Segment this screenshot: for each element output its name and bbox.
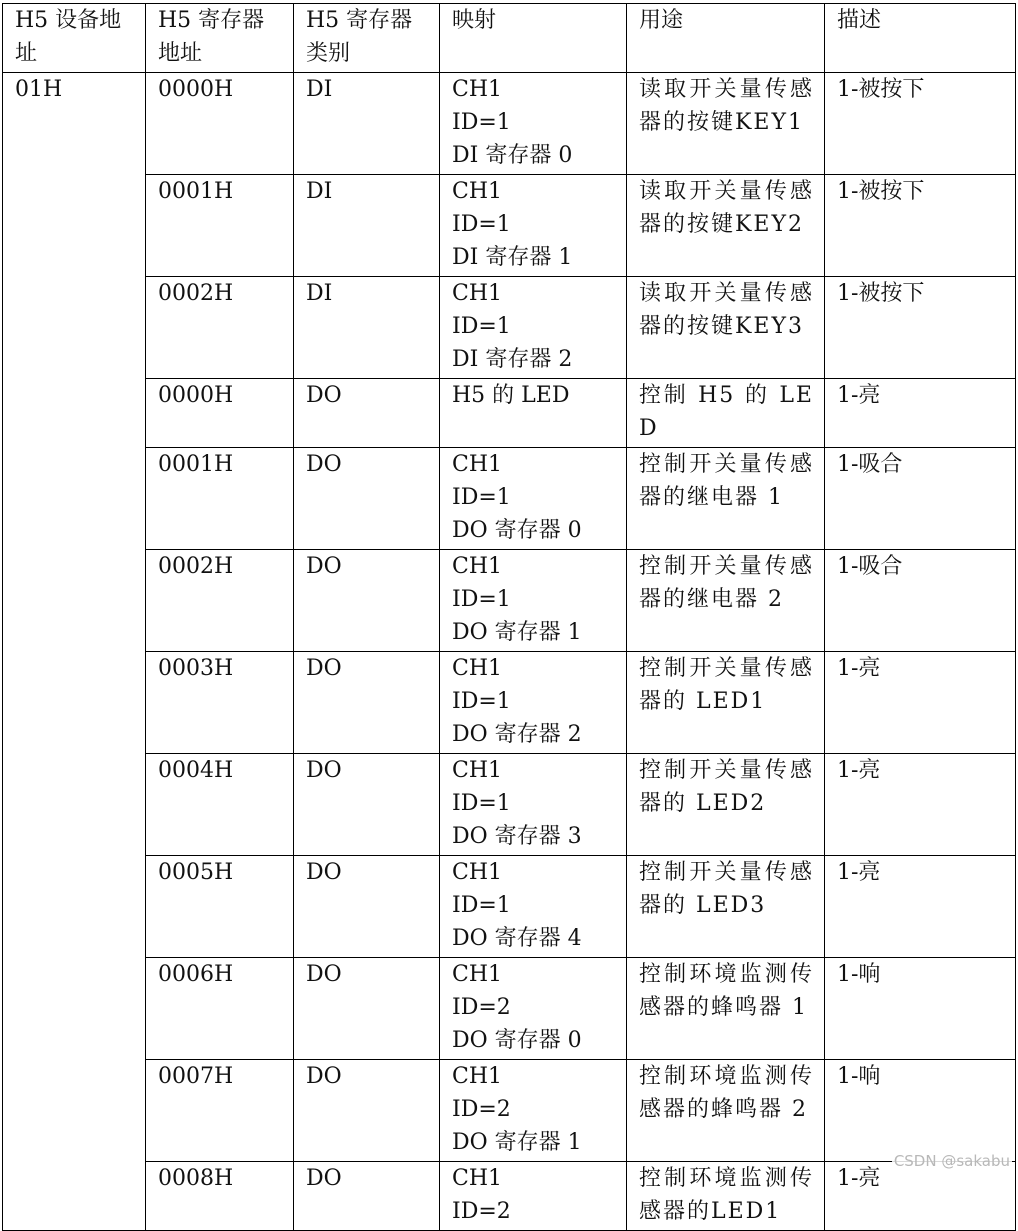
header-register-type: H5 寄存器类别 (294, 4, 440, 73)
cell-register-address: 0001H (146, 175, 294, 277)
register-table (2, 3, 1016, 1231)
mapping-line: CH1 (452, 1166, 503, 1191)
cell-register-type: DO (294, 379, 440, 448)
cell-description: 1-被按下 (825, 73, 1016, 175)
purpose-text: 控制开关量传感器的 LED2 (639, 758, 814, 816)
cell-register-type: DO (294, 958, 440, 1060)
mapping-line: DO 寄存器 1 (452, 1130, 582, 1155)
cell-purpose (627, 73, 825, 175)
mapping-line: CH1 (452, 452, 503, 477)
cell-device-address: 01H (3, 73, 146, 1231)
purpose-text: 控制开关量传感器的继电器 1 (639, 452, 814, 510)
mapping-line: CH1 (452, 656, 503, 681)
cell-mapping (440, 175, 627, 277)
header-mapping: 映射 (440, 4, 627, 73)
cell-purpose (627, 1162, 825, 1231)
cell-description: 1-响 (825, 958, 1016, 1060)
purpose-text: 控制 H5 的 LED (639, 383, 814, 441)
cell-purpose (627, 652, 825, 754)
cell-register-type: DO (294, 754, 440, 856)
mapping-line: ID=1 (452, 893, 511, 918)
mapping-line: CH1 (452, 77, 503, 102)
mapping-line: CH1 (452, 281, 503, 306)
mapping-line: DO 寄存器 4 (452, 926, 582, 951)
table-body (3, 73, 1016, 1231)
header-purpose: 用途 (627, 4, 825, 73)
cell-register-address: 0004H (146, 754, 294, 856)
cell-register-address: 0000H (146, 73, 294, 175)
cell-register-address: 0006H (146, 958, 294, 1060)
cell-purpose (627, 550, 825, 652)
cell-mapping (440, 379, 627, 448)
table-row (3, 1060, 1016, 1162)
cell-mapping (440, 1060, 627, 1162)
cell-mapping (440, 550, 627, 652)
cell-purpose (627, 175, 825, 277)
mapping-line: ID=1 (452, 587, 511, 612)
purpose-text: 控制开关量传感器的 LED1 (639, 656, 814, 714)
header-register-address: H5 寄存器地址 (146, 4, 294, 73)
cell-description: 1-吸合 (825, 550, 1016, 652)
mapping-line: CH1 (452, 860, 503, 885)
cell-register-type: DO (294, 652, 440, 754)
cell-description: 1-亮 (825, 856, 1016, 958)
cell-register-type: DO (294, 856, 440, 958)
table-row (3, 754, 1016, 856)
mapping-line: H5 的 LED (452, 383, 570, 408)
mapping-line: ID=1 (452, 485, 511, 510)
cell-purpose (627, 379, 825, 448)
cell-mapping (440, 448, 627, 550)
table-row (3, 448, 1016, 550)
mapping-line: CH1 (452, 554, 503, 579)
purpose-text: 读取开关量传感器的按键KEY1 (639, 77, 814, 135)
cell-register-address: 0007H (146, 1060, 294, 1162)
purpose-text: 读取开关量传感器的按键KEY3 (639, 281, 814, 339)
mapping-line: ID=1 (452, 791, 511, 816)
cell-register-type: DO (294, 1162, 440, 1231)
cell-description: 1-被按下 (825, 175, 1016, 277)
table-row (3, 550, 1016, 652)
mapping-line: DO 寄存器 2 (452, 722, 582, 747)
cell-description: 1-亮 (825, 754, 1016, 856)
purpose-text: 控制开关量传感器的 LED3 (639, 860, 814, 918)
cell-mapping (440, 856, 627, 958)
purpose-text: 控制环境监测传感器的蜂鸣器 1 (639, 962, 814, 1020)
purpose-text: 控制开关量传感器的继电器 2 (639, 554, 814, 612)
table-row (3, 1162, 1016, 1231)
purpose-text: 读取开关量传感器的按键KEY2 (639, 179, 814, 237)
table-row (3, 652, 1016, 754)
header-description: 描述 (825, 4, 1016, 73)
cell-mapping (440, 277, 627, 379)
cell-register-type: DI (294, 73, 440, 175)
cell-purpose (627, 277, 825, 379)
cell-description: 1-被按下 (825, 277, 1016, 379)
mapping-line: ID=1 (452, 314, 511, 339)
mapping-line: ID=1 (452, 110, 511, 135)
cell-description: 1-吸合 (825, 448, 1016, 550)
mapping-line: DI 寄存器 0 (452, 143, 573, 168)
mapping-line: ID=2 (452, 995, 511, 1020)
table-row (3, 277, 1016, 379)
table-row (3, 175, 1016, 277)
mapping-line: ID=2 (452, 1199, 511, 1224)
cell-register-type: DO (294, 1060, 440, 1162)
cell-register-type: DO (294, 550, 440, 652)
cell-register-address: 0002H (146, 277, 294, 379)
cell-description: 1-亮 (825, 652, 1016, 754)
cell-register-address: 0008H (146, 1162, 294, 1231)
cell-description: 1-响 (825, 1060, 1016, 1162)
table-row (3, 856, 1016, 958)
cell-purpose (627, 1060, 825, 1162)
cell-register-address: 0005H (146, 856, 294, 958)
cell-mapping (440, 1162, 627, 1231)
mapping-line: CH1 (452, 758, 503, 783)
header-device-address: H5 设备地址 (3, 4, 146, 73)
cell-purpose (627, 958, 825, 1060)
mapping-line: CH1 (452, 962, 503, 987)
table-row (3, 958, 1016, 1060)
header-row (3, 4, 1016, 73)
mapping-line: DO 寄存器 0 (452, 1028, 582, 1053)
purpose-text: 控制环境监测传感器的蜂鸣器 2 (639, 1064, 814, 1122)
cell-mapping (440, 754, 627, 856)
cell-mapping (440, 73, 627, 175)
mapping-line: ID=2 (452, 1097, 511, 1122)
cell-register-type: DI (294, 175, 440, 277)
cell-register-address: 0002H (146, 550, 294, 652)
mapping-line: CH1 (452, 1064, 503, 1089)
cell-description: 1-亮 (825, 379, 1016, 448)
cell-purpose (627, 448, 825, 550)
cell-mapping (440, 958, 627, 1060)
purpose-text: 控制环境监测传感器的LED1 (639, 1166, 814, 1224)
table-row (3, 379, 1016, 448)
mapping-line: DI 寄存器 2 (452, 347, 573, 372)
watermark: CSDN @sakabu (893, 1152, 1010, 1170)
cell-register-address: 0001H (146, 448, 294, 550)
mapping-line: DO 寄存器 3 (452, 824, 582, 849)
cell-description: 1-亮 (825, 1162, 1016, 1231)
cell-purpose (627, 856, 825, 958)
cell-register-address: 0000H (146, 379, 294, 448)
mapping-line: DO 寄存器 0 (452, 518, 582, 543)
cell-register-type: DO (294, 448, 440, 550)
mapping-line: DI 寄存器 1 (452, 245, 573, 270)
mapping-line: ID=1 (452, 689, 511, 714)
cell-mapping (440, 652, 627, 754)
cell-register-type: DI (294, 277, 440, 379)
cell-register-address: 0003H (146, 652, 294, 754)
cell-purpose (627, 754, 825, 856)
mapping-line: CH1 (452, 179, 503, 204)
mapping-line: DO 寄存器 1 (452, 620, 582, 645)
mapping-line: ID=1 (452, 212, 511, 237)
table-row (3, 73, 1016, 175)
